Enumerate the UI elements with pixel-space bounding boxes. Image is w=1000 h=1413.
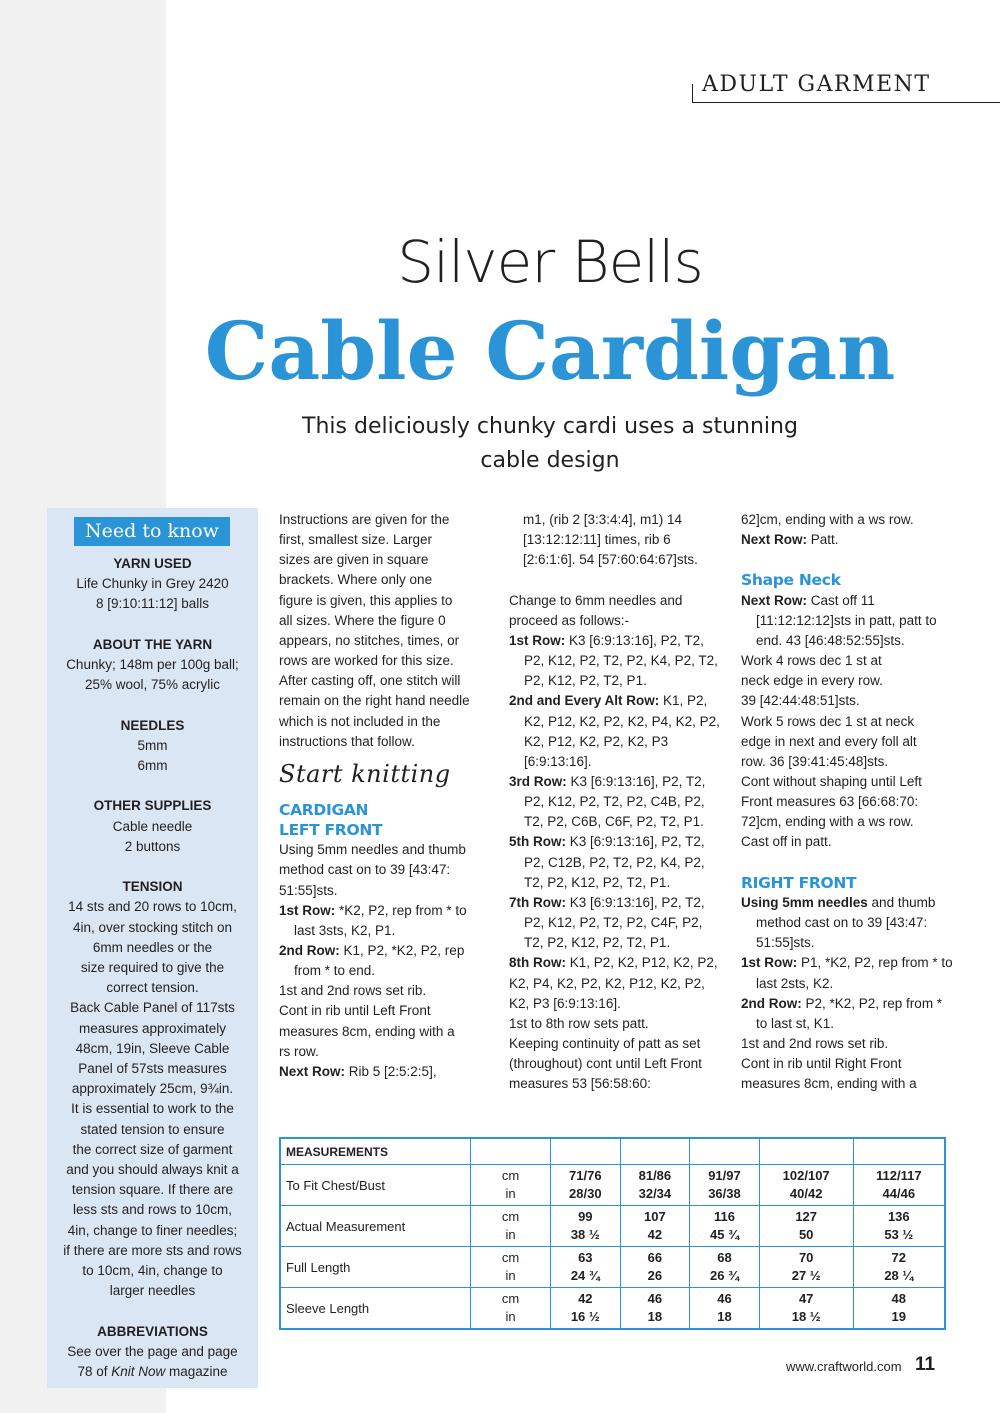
cast-on-instruction — [741, 893, 953, 953]
tension-line: to 10cm, 4in, change to — [82, 1263, 223, 1279]
rib-line: 1st and 2nd rows set rib. — [741, 1036, 889, 1052]
measurements-header: MEASUREMENTS — [281, 1139, 471, 1165]
column-1 — [279, 510, 489, 1082]
unit-in: in — [505, 1309, 516, 1324]
header-cell — [551, 1139, 621, 1165]
tension-line: approximately 25cm, 9¾in. — [71, 1081, 234, 1097]
row-text: K3 [6:9:13:16], P2, T2, P2, K12, P2, T2, P2, K4, P2, T2, P2, K12, P2, T2, P1. — [524, 632, 718, 689]
unit-cell — [471, 1247, 551, 1288]
patt-line: measures 53 [56:58:60: — [509, 1076, 651, 1092]
right-front-heading: RIGHT FRONT — [741, 873, 857, 892]
measurement-label: To Fit Chest/Bust — [281, 1165, 471, 1206]
yarn-used-heading: YARN USED — [113, 556, 192, 571]
row-label: 1st Row: — [741, 955, 798, 971]
row-label: 1st Row: — [509, 632, 566, 648]
tension-line: 14 sts and 20 rows to 10cm, — [68, 899, 237, 915]
value-in: 24 ¾ — [570, 1268, 600, 1283]
neck-line: Cast off in patt. — [741, 834, 832, 850]
row-text: Patt. — [807, 532, 839, 548]
value-cm: 47 — [798, 1291, 814, 1306]
value-cell — [759, 1247, 853, 1288]
row-label: Next Row: — [741, 592, 808, 608]
intro-line: which is not included in the — [279, 713, 441, 729]
row-label: 2nd and Every Alt Row: — [509, 693, 660, 709]
value-cm: 127 — [795, 1209, 818, 1224]
unit-in: in — [505, 1186, 516, 1201]
row-text: K1, P2, *K2, P2, rep from * to end. — [294, 942, 465, 979]
yarn-used-line: 8 [9:10:11:12] balls — [95, 596, 210, 612]
neck-line: 72]cm, ending with a ws row. — [741, 814, 914, 830]
header-cell — [759, 1139, 853, 1165]
section-tag — [692, 70, 1000, 104]
header-cell — [690, 1139, 760, 1165]
value-cell — [551, 1288, 621, 1329]
rib-line: 1st and 2nd rows set rib. — [279, 983, 427, 999]
unit-cm: cm — [501, 1168, 520, 1183]
value-cm: 48 — [891, 1291, 907, 1306]
cast-on-line: Using 5mm needles and thumb — [279, 842, 466, 858]
intro-line: rows are worked for this size. — [279, 653, 454, 669]
row-instruction — [509, 832, 723, 892]
row-label: Next Row: — [279, 1063, 346, 1079]
row-instruction — [509, 772, 723, 832]
neck-line: 39 [42:44:48:51]sts. — [741, 693, 860, 709]
row-label: 5th Row: — [509, 834, 566, 850]
row-text: K3 [6:9:13:16], P2, T2, P2, K12, P2, T2, P2, C4B, P2, T2, P2, C6B, C6F, P2, T2, P1. — [524, 774, 706, 830]
neck-line: neck edge in every row. — [741, 673, 883, 689]
row-instruction — [509, 953, 723, 1013]
value-cell — [853, 1165, 944, 1206]
row-label: 2nd Row: — [741, 995, 802, 1011]
title-line-2: Cable Cardigan — [204, 304, 896, 398]
abbreviations-line — [47, 1362, 258, 1382]
value-cell — [759, 1165, 853, 1206]
tension-line: 48cm, 19in, Sleeve Cable — [75, 1040, 230, 1056]
value-cm: 42 — [578, 1291, 593, 1306]
value-in: 32/34 — [638, 1186, 672, 1201]
supplies-heading: OTHER SUPPLIES — [93, 798, 212, 814]
value-in: 53 ½ — [884, 1227, 914, 1242]
section-tag-rule-vertical — [692, 84, 693, 102]
measurement-label: Full Length — [281, 1247, 471, 1288]
intro-line: appears, no stitches, times, or — [279, 632, 460, 648]
unit-cell — [471, 1206, 551, 1247]
value-cm: 72 — [891, 1250, 907, 1265]
tension-line: the correct size of garment — [72, 1141, 233, 1157]
value-in: 18 — [717, 1309, 732, 1324]
value-cell — [620, 1288, 690, 1329]
measurement-label: Actual Measurement — [281, 1206, 471, 1247]
row-instruction — [509, 631, 723, 691]
cont-line: m1, (rib 2 [3:3:4:4], m1) 14 — [523, 512, 683, 527]
value-cell — [759, 1288, 853, 1329]
about-yarn-line: 25% wool, 75% acrylic — [84, 677, 221, 693]
cont-line: [13:12:12:11] times, rib 6 — [523, 532, 671, 548]
row-text: Cast off 11 [11:12:12:12]sts in patt, patt to end. 43 [46:48:52:55]sts. — [756, 592, 937, 648]
need-to-know-badge: Need to know — [74, 517, 230, 546]
footer-url[interactable]: www.craftworld.com — [786, 1359, 902, 1374]
table-row — [281, 1288, 945, 1329]
tension-line: and you should always knit a — [66, 1162, 239, 1178]
shape-neck-heading: Shape Neck — [741, 571, 841, 590]
row-instruction — [279, 1062, 489, 1082]
intro-line: all sizes. Where the figure 0 — [279, 612, 446, 628]
cardigan-heading: CARDIGAN — [279, 800, 369, 819]
subtitle — [300, 410, 800, 478]
subtitle-line-2: cable design — [480, 448, 620, 473]
section-tag-text: ADULT GARMENT — [702, 72, 931, 97]
unit-cm: cm — [501, 1291, 520, 1306]
measurements-table — [279, 1137, 946, 1330]
row-label: 7th Row: — [509, 894, 566, 910]
value-cm: 46 — [717, 1291, 732, 1306]
row-label: 2nd Row: — [279, 942, 340, 958]
magazine-title: Knit Now — [111, 1364, 166, 1380]
value-cell — [620, 1206, 690, 1247]
unit-cm: cm — [501, 1209, 520, 1224]
value-cm: 68 — [717, 1250, 732, 1265]
value-in: 18 — [647, 1309, 663, 1324]
unit-cell — [471, 1288, 551, 1329]
supplies-line: Cable needle — [112, 818, 193, 834]
value-cell — [853, 1288, 944, 1329]
row-instruction — [279, 941, 489, 981]
table-row — [281, 1206, 945, 1247]
rib-line: Cont in rib until Right Front — [741, 1056, 902, 1072]
change-line: Change to 6mm needles and — [509, 592, 683, 608]
value-cm: 116 — [713, 1209, 735, 1224]
cast-on-text: and thumb method cast on to 39 [43:47: 51:55]sts. — [756, 894, 936, 951]
value-cm: 99 — [578, 1209, 593, 1224]
value-in: 27 ½ — [791, 1268, 821, 1283]
tension-line: 4in, change to finer needles; — [67, 1222, 238, 1238]
row-label: 3rd Row: — [509, 774, 567, 790]
value-cm: 70 — [798, 1250, 814, 1265]
row-instruction — [509, 691, 723, 772]
value-cm: 46 — [647, 1291, 663, 1306]
row-instruction — [741, 994, 953, 1034]
neck-line: Cont without shaping until Left — [741, 774, 922, 790]
tension-line: size required to give the — [80, 960, 225, 975]
value-cm: 112/117 — [876, 1168, 922, 1183]
value-in: 42 — [647, 1227, 663, 1242]
value-cm: 91/97 — [708, 1168, 741, 1183]
row-text: P2, *K2, P2, rep from * to last st, K1. — [756, 995, 943, 1031]
value-cell — [690, 1206, 760, 1247]
needles-line: 6mm — [137, 758, 168, 773]
row-instruction — [741, 591, 953, 651]
intro-line: remain on the right hand needle — [279, 693, 470, 709]
header-cell — [853, 1139, 944, 1165]
value-in: 26 ¾ — [710, 1268, 739, 1283]
neck-line: Work 4 rows dec 1 st at — [741, 653, 882, 669]
value-cell — [853, 1247, 944, 1288]
value-cell — [853, 1206, 944, 1247]
value-cell — [551, 1247, 621, 1288]
table-row — [281, 1247, 945, 1288]
rib-line: measures 8cm, ending with a — [741, 1076, 917, 1092]
row-instruction — [741, 953, 953, 993]
row-text: K1, P2, K2, P12, K2, P2, K2, P4, K2, P2, K2, P12, K2, P2, K2, P3 [6:9:13:16]. — [524, 693, 720, 769]
tension-line: It is essential to work to the — [71, 1101, 234, 1117]
value-in: 36/38 — [708, 1186, 741, 1201]
about-yarn-heading: ABOUT THE YARN — [92, 636, 213, 652]
row-instruction — [741, 530, 953, 550]
tension-line: if there are more sts and rows — [63, 1242, 242, 1258]
row-label: 1st Row: — [279, 902, 336, 918]
tension-line: Panel of 57sts measures — [78, 1061, 227, 1077]
value-in: 16 ½ — [570, 1309, 600, 1324]
tension-line: 6mm needles or the — [92, 939, 213, 955]
value-in: 26 — [647, 1268, 663, 1283]
row-label: 8th Row: — [509, 955, 566, 971]
rib-line: measures 8cm, ending with a — [279, 1023, 455, 1039]
row-label: Next Row: — [741, 532, 808, 548]
neck-line: row. 36 [39:41:45:48]sts. — [741, 753, 889, 769]
tension-line: stated tension to ensure — [80, 1121, 225, 1137]
cast-on-line: 51:55]sts. — [279, 882, 338, 898]
about-yarn-line: Chunky; 148m per 100g ball; — [66, 657, 239, 672]
cast-on-needles: Using 5mm needles — [741, 894, 868, 910]
spacer — [509, 570, 723, 590]
value-in: 19 — [891, 1309, 907, 1324]
value-cell — [690, 1165, 760, 1206]
tension-line: measures approximately — [78, 1020, 227, 1036]
start-knitting-heading: Start knitting — [279, 759, 451, 788]
value-cell — [551, 1165, 621, 1206]
intro-line: After casting off, one stitch will — [279, 673, 461, 689]
value-cell — [690, 1247, 760, 1288]
needles-line: 5mm — [137, 737, 168, 753]
value-in: 38 ½ — [570, 1227, 600, 1242]
row-text: *K2, P2, rep from * to last 3sts, K2, P1. — [294, 902, 467, 938]
rib-line: rs row. — [279, 1043, 319, 1059]
page-number: 11 — [915, 1354, 936, 1375]
intro-line: sizes are given in square — [279, 552, 429, 568]
abbreviations-line: See over the page and page — [67, 1343, 238, 1359]
tension-line: 4in, over stocking stitch on — [72, 919, 233, 935]
value-cm: 136 — [887, 1209, 910, 1224]
unit-cell — [471, 1165, 551, 1206]
neck-line: edge in next and every foll alt — [741, 733, 917, 749]
value-in: 28 ¼ — [884, 1268, 914, 1283]
abbrev-text-post: magazine — [165, 1364, 228, 1380]
needles-heading: NEEDLES — [120, 717, 185, 733]
need-to-know-panel — [47, 508, 258, 1388]
unit-in: in — [505, 1227, 516, 1242]
column-3 — [741, 510, 953, 1095]
value-cm: 102/107 — [782, 1168, 830, 1183]
value-in: 45 ¾ — [710, 1227, 739, 1242]
row-text: K1, P2, K2, P12, K2, P2, K2, P4, K2, P2, K2, P12, K2, P2, K2, P3 [6:9:13:16]. — [509, 955, 718, 1011]
row-text: K3 [6:9:13:16], P2, T2, P2, K12, P2, T2, P2, C4F, P2, T2, P2, K12, P2, T2, P1. — [524, 894, 705, 951]
value-in: 40/42 — [789, 1186, 823, 1201]
row-instruction — [279, 901, 489, 941]
intro-line: figure is given, this applies to — [279, 592, 453, 608]
tension-line: tension square. If there are — [71, 1182, 234, 1198]
value-cell — [690, 1288, 760, 1329]
row-text: K3 [6:9:13:16], P2, T2, P2, C12B, P2, T2, P2, K4, P2, T2, P2, K12, P2, T2, P1. — [524, 834, 705, 890]
patt-line: (throughout) cont until Left Front — [509, 1056, 702, 1072]
value-cell — [620, 1247, 690, 1288]
neck-line: Work 5 rows dec 1 st at neck — [741, 713, 915, 729]
supplies-line: 2 buttons — [124, 838, 181, 854]
header-cell — [471, 1139, 551, 1165]
abbreviations-heading: ABBREVIATIONS — [97, 1323, 208, 1339]
left-front-heading: LEFT FRONT — [279, 821, 383, 840]
value-cm: 81/86 — [638, 1168, 672, 1183]
change-line: proceed as follows:- — [509, 612, 630, 628]
patt-line: Keeping continuity of patt as set — [509, 1036, 701, 1052]
cont-line: [2:6:1:6]. 54 [57:60:64:67]sts. — [523, 552, 698, 568]
table-row — [281, 1165, 945, 1206]
intro-line: instructions that follow. — [279, 733, 415, 749]
intro-line: Instructions are given for the — [279, 512, 450, 527]
row-text: P1, *K2, P2, rep from * to last 2sts, K2. — [756, 955, 953, 991]
column-2 — [509, 510, 723, 1095]
spacer — [741, 853, 953, 873]
value-cell — [551, 1206, 621, 1247]
yarn-used-line: Life Chunky in Grey 2420 — [76, 576, 229, 592]
section-tag-rule — [692, 102, 1000, 103]
rib-line: Cont in rib until Left Front — [279, 1003, 431, 1019]
value-in: 28/30 — [569, 1186, 602, 1201]
measurements-header-row — [281, 1139, 945, 1165]
abbrev-text-pre: 78 of — [77, 1364, 112, 1380]
value-in: 18 ½ — [791, 1309, 821, 1324]
value-cm: 107 — [644, 1209, 666, 1224]
patt-line: 1st to 8th row sets patt. — [509, 1015, 649, 1031]
row-text: Rib 5 [2:5:2:5], — [345, 1063, 437, 1079]
unit-cm: cm — [501, 1250, 520, 1265]
title-line-1: Silver Bells — [397, 228, 703, 296]
measurement-label: Sleeve Length — [281, 1288, 471, 1329]
intro-line: first, smallest size. Larger — [279, 532, 433, 548]
value-in: 44/46 — [882, 1186, 916, 1201]
value-cm: 66 — [647, 1250, 663, 1265]
unit-in: in — [505, 1268, 516, 1283]
value-cm: 63 — [578, 1250, 593, 1265]
tension-line: correct tension. — [106, 980, 199, 996]
value-cell — [620, 1165, 690, 1206]
cast-on-line: method cast on to 39 [43:47: — [279, 862, 451, 878]
tension-heading: TENSION — [122, 879, 183, 895]
intro-line: brackets. Where only one — [279, 572, 433, 588]
neck-line: Front measures 63 [66:68:70: — [741, 794, 919, 810]
row-instruction — [509, 893, 723, 953]
subtitle-line-1: This deliciously chunky cardi uses a stunning — [302, 414, 798, 439]
need-to-know-content — [47, 554, 258, 1382]
tension-line: larger needles — [109, 1283, 196, 1299]
value-cell — [759, 1206, 853, 1247]
tension-line: Back Cable Panel of 117sts — [70, 1000, 235, 1016]
spacer — [741, 550, 953, 570]
cont-line: 62]cm, ending with a ws row. — [741, 512, 914, 527]
header-cell — [620, 1139, 690, 1165]
value-cm: 71/76 — [569, 1168, 602, 1183]
tension-line: less sts and rows to 10cm, — [72, 1202, 233, 1218]
value-in: 50 — [798, 1227, 814, 1242]
